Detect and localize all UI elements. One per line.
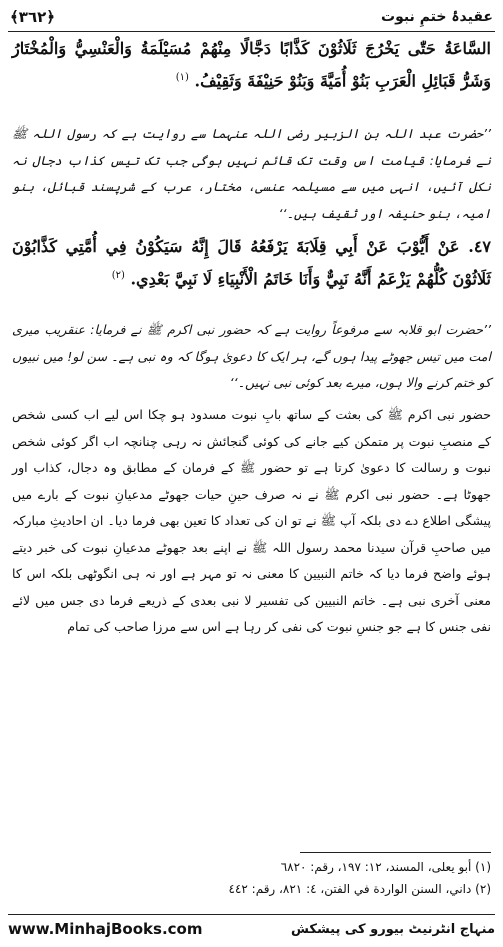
footnote-1: (١) أبو يعلى، المسند، ١٢: ١٩٧، رقم: ٦٨٢٠	[280, 860, 491, 874]
page-number: ﴾٣٦٢﴿	[10, 8, 56, 26]
header-rule	[8, 31, 495, 32]
hadith-1-arabic-text: السَّاعَةُ حَتّٰى يَخْرُجَ ثَلَاثُوْنَ كَذَّابًا دَجَّالًا مِنْهُمْ مُسَيْلَمَةُ وَالْعَنْسِيُّ وَالْمُخْتَارُ وَشَرُّ قَبَائِلِ الْعَرَبِ بَنُوْ أُمَيَّةَ وَبَنُوْ حَنِيْفَةَ وَثَقِيْفُ.	[12, 39, 491, 91]
footnotes	[12, 856, 491, 900]
footnote-2: (٢) داني، السنن الواردة في الفتن، ٤: ٨٢١، رقم: ٤٤٢	[228, 882, 491, 896]
footer-rule	[8, 914, 495, 915]
hadith-2-footnote-ref: (٢)	[111, 270, 125, 281]
hadith-1-translation: ’’حضرت عبد اللہ بن الزبیر رضی اللہ عنہما سے روایت ہے کہ رسول اللہ ﷺ نے فرمایا: قیامت اس وقت تک قائم نہیں ہوگی جب تک تیس کذاب دجال نہ نکل آئیں، انہی میں سے مسیلمہ عنسی، مختار، عرب کے شرپسند قبائل، بنو امیہ، بنو حنیفہ اور ثقیف ہیں۔‘‘	[12, 126, 491, 221]
hadith-1-arabic	[12, 34, 491, 95]
page-header	[10, 6, 493, 28]
hadith-2-arabic-text: عَنْ أَيُّوْبَ عَنْ أَبِي قِلَابَةَ يَرْفَعُهُ قَالَ إِنَّهُ سَيَكُوْنُ فِي أُمَّتِي كَذَّابُوْنَ ثَلَاثُوْنَ كُلُّهُمْ يَزْعَمُ أَنَّهُ نَبِيٌّ وَأَنَا خَاتَمُ الْأَنْبِيَاءِ لَا نَبِيَّ بَعْدِي.	[12, 237, 491, 289]
hadith-2-number: ٤٧.	[468, 237, 491, 256]
hadith-2-arabic	[12, 232, 491, 293]
book-title: عقیدۂ ختمِ نبوت	[381, 9, 493, 25]
hadith-1-footnote-ref: (١)	[175, 72, 189, 83]
website-link[interactable]: www.MinhajBooks.com	[8, 920, 203, 938]
publisher-credit: منہاج انٹرنیٹ بیورو کی پیشکش	[291, 921, 495, 937]
footnote-rule	[300, 852, 491, 853]
hadith-2-translation: ’’حضرت ابو قلابہ سے مرفوعاً روایت ہے کہ حضور نبی اکرم ﷺ نے فرمایا: عنقریب میری امت میں تیس جھوٹے پیدا ہوں گے، ہر ایک کا دعویٰ ہوگا کہ وہ نبی ہے۔ سن لو! میں نبیوں کو ختم کرنے والا ہوں، میرے بعد کوئی نبی نہیں۔‘‘	[12, 322, 491, 390]
commentary-paragraph: حضور نبی اکرم ﷺ کی بعثت کے ساتھ بابِ نبوت مسدود ہو چکا اس لیے اب کسی شخص کے منصبِ نبوت پر متمکن کیے جانے کی کوئی گنجائش نہ رہی چنانچہ اب اگر کوئی شخص نبوت و رسالت کا دعویٰ کرتا ہے تو حضور ﷺ کے فرمان کے مطابق وہ دجال، کذاب اور جھوٹا ہے۔ حضور نبی اکرم ﷺ نے نہ صرف حینِ حیات جھوٹے مدعیانِ نبوت کے بارے میں پیشگی اطلاع دے دی بلکہ آپ ﷺ نے تو ان کی تعداد کا تعین بھی فرما دیا۔ ان احادیثِ مبارکہ میں صاحبِ قرآن سیدنا محمد رسول اللہ ﷺ نے اپنے بعد جھوٹے مدعیانِ نبوت کی خبر دیتے ہوئے واضح فرما دیا کہ خاتم النبیین کا معنی نہ تو مہر ہے اور نہ ہی انگوٹھی بلکہ اس کا معنی آخری نبی ہے۔ خاتم النبیین کی تفسیر لا نبی بعدی کے ذریعے فرما دی جس میں لائے نفی جنس کا ہے جو جنسِ نبوت کی نفی کر رہا ہے اس سے مرزا صاحب کی تمام	[12, 407, 491, 634]
page-footer	[8, 918, 495, 940]
